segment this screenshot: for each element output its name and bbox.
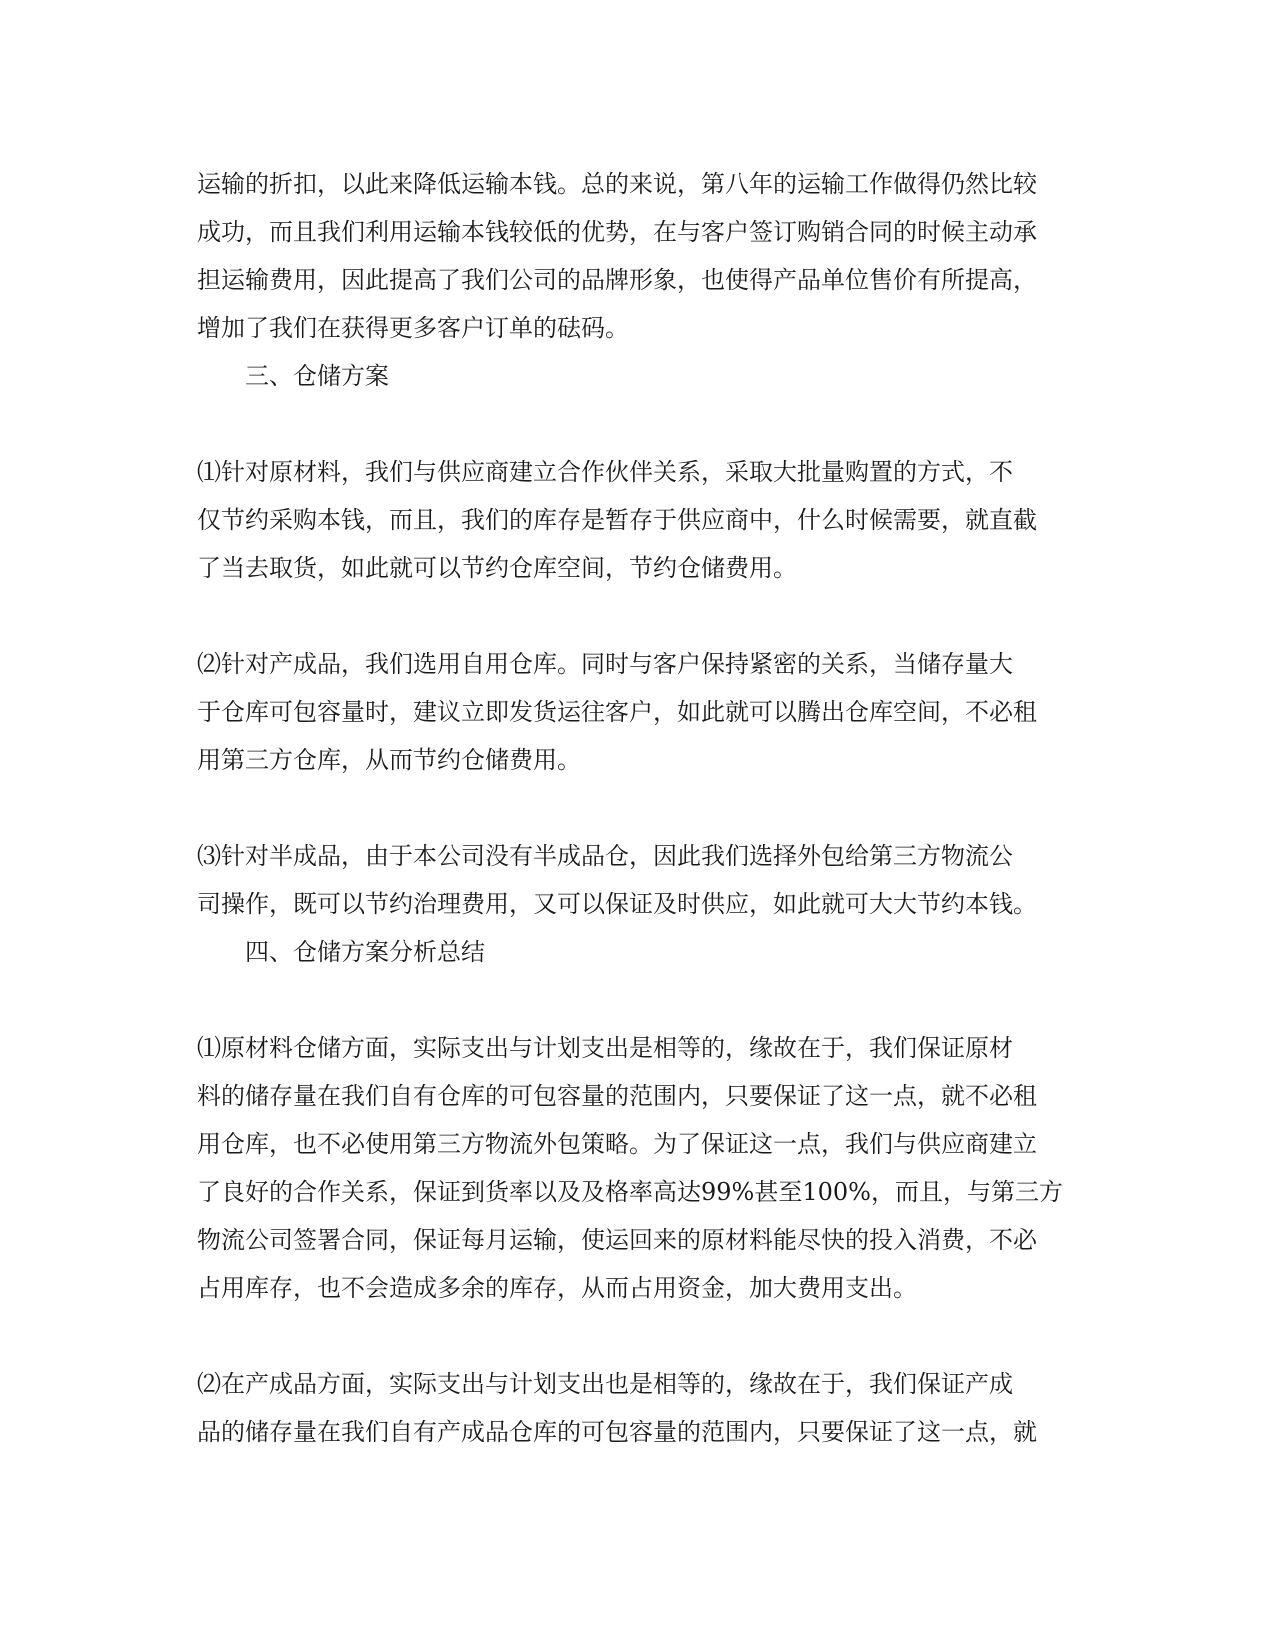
- text-line: 占用库存，也不会造成多余的库存，从而占用资金，加大费用支出。: [197, 1274, 917, 1302]
- paragraph-raw-materials: [197, 448, 1077, 592]
- text-line: 仅节约采购本钱，而且，我们的库存是暂存于供应商中，什么时候需要，就直截: [197, 506, 1037, 534]
- text-line: 了当去取货，如此就可以节约仓库空间，节约仓储费用。: [197, 554, 797, 582]
- text-line: 于仓库可包容量时，建议立即发货运往客户，如此就可以腾出仓库空间，不必租: [197, 698, 1037, 726]
- text-line: 增加了我们在获得更多客户订单的砝码。: [197, 314, 629, 342]
- paragraph-raw-materials-analysis: [197, 1024, 1077, 1312]
- paragraph-transport-summary: [197, 160, 1077, 352]
- paragraph-spacer: [197, 400, 1077, 448]
- text-line: ⑵在产成品方面，实际支出与计划支出也是相等的，缘故在于，我们保证产成: [197, 1370, 1013, 1398]
- text-line: 运输的折扣，以此来降低运输本钱。总的来说，第八年的运输工作做得仍然比较: [197, 170, 1037, 198]
- text-line: ⑴原材料仓储方面，实际支出与计划支出是相等的，缘故在于，我们保证原材: [197, 1034, 1013, 1062]
- text-line: 担运输费用，因此提高了我们公司的品牌形象，也使得产品单位售价有所提高，: [197, 266, 1037, 294]
- paragraph-spacer: [197, 976, 1077, 1024]
- text-line: 料的储存量在我们自有仓库的可包容量的范围内，只要保证了这一点，就不必租: [197, 1082, 1037, 1110]
- text-line: 了良好的合作关系，保证到货率以及及格率高达99%甚至100%，而且，与第三方: [197, 1178, 1063, 1206]
- section-heading-storage-plan: 三、仓储方案: [245, 362, 389, 390]
- text-line: ⑴针对原材料，我们与供应商建立合作伙伴关系，采取大批量购置的方式，不: [197, 458, 1013, 486]
- paragraph-spacer: [197, 784, 1077, 832]
- paragraph-finished-goods: [197, 640, 1077, 784]
- text-line: 品的储存量在我们自有产成品仓库的可包容量的范围内，只要保证了这一点，就: [197, 1418, 1037, 1446]
- text-line: 用仓库，也不必使用第三方物流外包策略。为了保证这一点，我们与供应商建立: [197, 1130, 1037, 1158]
- text-line: ⑵针对产成品，我们选用自用仓库。同时与客户保持紧密的关系，当储存量大: [197, 650, 1013, 678]
- paragraph-finished-goods-analysis: [197, 1360, 1077, 1456]
- paragraph-spacer: [197, 592, 1077, 640]
- paragraph-semi-finished: [197, 832, 1077, 928]
- text-line: 司操作，既可以节约治理费用，又可以保证及时供应，如此就可大大节约本钱。: [197, 890, 1037, 918]
- text-line: 用第三方仓库，从而节约仓储费用。: [197, 746, 581, 774]
- text-line: 物流公司签署合同，保证每月运输，使运回来的原材料能尽快的投入消费，不必: [197, 1226, 1037, 1254]
- section-heading-storage-analysis: 四、仓储方案分析总结: [245, 938, 485, 966]
- document-body: [197, 160, 1077, 1456]
- text-line: 成功，而且我们利用运输本钱较低的优势，在与客户签订购销合同的时候主动承: [197, 218, 1037, 246]
- paragraph-spacer: [197, 1312, 1077, 1360]
- text-line: ⑶针对半成品，由于本公司没有半成品仓，因此我们选择外包给第三方物流公: [197, 842, 1013, 870]
